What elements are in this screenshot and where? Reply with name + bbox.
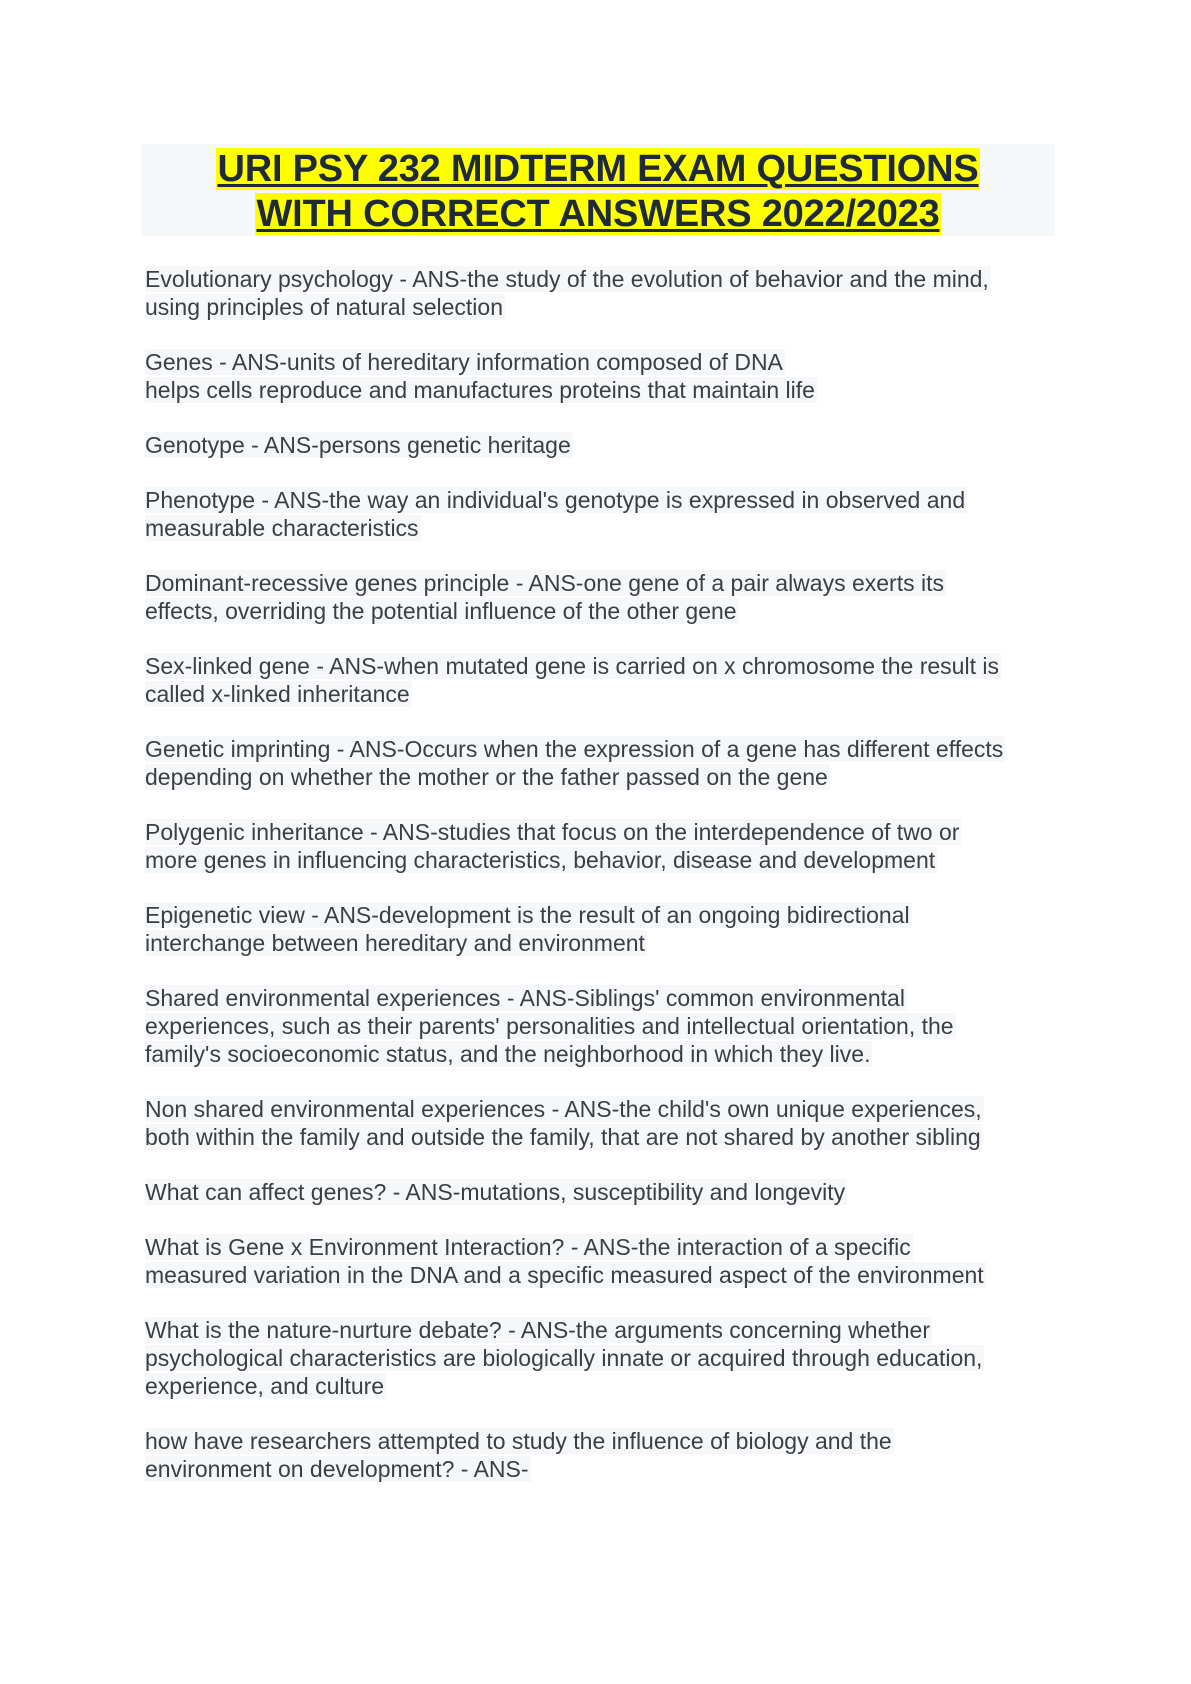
qa-entry-line [145,1372,1070,1400]
qa-entry-line [145,1095,1070,1123]
qa-entry-line [145,569,1070,597]
title-line-2-text: WITH CORRECT ANSWERS 2022/2023 [256,193,940,235]
qa-entry-line [145,265,1070,293]
qa-entry-text: Genes - ANS-units of hereditary information composed of DNA [145,349,783,375]
qa-entry [145,1427,1070,1483]
qa-entry-line [145,735,1070,763]
qa-entry-line [145,1455,1070,1483]
qa-entry-line [145,1233,1070,1261]
qa-entry [145,1095,1070,1151]
qa-entry-text: Sex-linked gene - ANS-when mutated gene is carried on x chromosome the result is [145,653,999,679]
qa-entry-text: measurable characteristics [145,515,419,541]
qa-entry-line [145,431,1070,459]
qa-entry-text: both within the family and outside the family, that are not shared by another sibling [145,1124,981,1150]
qa-entry [145,901,1070,957]
qa-entry-text: called x-linked inheritance [145,681,410,707]
qa-entry-line [145,1012,1070,1040]
qa-entry-line [145,901,1070,929]
qa-entry-line [145,929,1070,957]
qa-entry-line [145,846,1070,874]
title-line-1 [141,147,1055,192]
qa-entry-line [145,1040,1070,1068]
qa-entry [145,569,1070,625]
qa-entry-text: interchange between hereditary and environment [145,930,645,956]
qa-entry [145,265,1070,321]
qa-entry-line [145,597,1070,625]
qa-entry-text: Dominant-recessive genes principle - ANS-one gene of a pair always exerts its [145,570,944,596]
qa-entry-text: What is the nature-nurture debate? - ANS-the arguments concerning whether [145,1317,930,1343]
qa-entry-line [145,763,1070,791]
qa-entry-text: Genetic imprinting - ANS-Occurs when the expression of a gene has different effects [145,736,1004,762]
qa-entry-line [145,486,1070,514]
qa-entry [145,1178,1070,1206]
qa-entry-line [145,1123,1070,1151]
qa-list [145,265,1070,1510]
qa-entry-line [145,1427,1070,1455]
qa-entry [145,348,1070,404]
qa-entry-line [145,1344,1070,1372]
qa-entry-text: experience, and culture [145,1373,385,1399]
qa-entry-text: experiences, such as their parents' personalities and intellectual orientation, the [145,1013,954,1039]
qa-entry-text: family's socioeconomic status, and the neighborhood in which they live. [145,1041,871,1067]
qa-entry-text: Genotype - ANS-persons genetic heritage [145,432,571,458]
title-line-1-text: URI PSY 232 MIDTERM EXAM QUESTIONS [217,148,979,190]
qa-entry-text: Shared environmental experiences - ANS-Siblings' common environmental [145,985,905,1011]
qa-entry-line [145,984,1070,1012]
qa-entry-text: Polygenic inheritance - ANS-studies that focus on the interdependence of two or [145,819,960,845]
qa-entry-text: helps cells reproduce and manufactures proteins that maintain life [145,377,815,403]
qa-entry [145,486,1070,542]
qa-entry-line [145,818,1070,846]
qa-entry-text: Non shared environmental experiences - ANS-the child's own unique experiences, [145,1096,982,1122]
qa-entry-line [145,1178,1070,1206]
qa-entry [145,735,1070,791]
qa-entry-text: Epigenetic view - ANS-development is the result of an ongoing bidirectional [145,902,910,928]
qa-entry-text: measured variation in the DNA and a specific measured aspect of the environment [145,1262,984,1288]
qa-entry-line [145,376,1070,404]
title-line-2 [141,192,1055,237]
qa-entry-line [145,1316,1070,1344]
qa-entry-text: how have researchers attempted to study the influence of biology and the [145,1428,892,1454]
qa-entry-line [145,1261,1070,1289]
qa-entry [145,1316,1070,1400]
qa-entry-text: effects, overriding the potential influence of the other gene [145,598,737,624]
qa-entry-line [145,348,1070,376]
qa-entry-text: more genes in influencing characteristics, behavior, disease and development [145,847,936,873]
qa-entry [145,984,1070,1068]
qa-entry-text: Phenotype - ANS-the way an individual's genotype is expressed in observed and [145,487,966,513]
qa-entry-text: using principles of natural selection [145,294,503,320]
qa-entry [145,818,1070,874]
qa-entry-line [145,514,1070,542]
qa-entry [145,1233,1070,1289]
document-title [141,144,1055,236]
qa-entry-line [145,652,1070,680]
qa-entry [145,431,1070,459]
qa-entry-text: What is Gene x Environment Interaction? - ANS-the interaction of a specific [145,1234,911,1260]
qa-entry-line [145,293,1070,321]
qa-entry-text: depending on whether the mother or the father passed on the gene [145,764,828,790]
qa-entry-text: environment on development? - ANS- [145,1456,529,1482]
qa-entry-text: psychological characteristics are biologically innate or acquired through education, [145,1345,983,1371]
qa-entry-text: Evolutionary psychology - ANS-the study of the evolution of behavior and the mind, [145,266,989,292]
qa-entry-line [145,680,1070,708]
qa-entry [145,652,1070,708]
qa-entry-text: What can affect genes? - ANS-mutations, susceptibility and longevity [145,1179,846,1205]
